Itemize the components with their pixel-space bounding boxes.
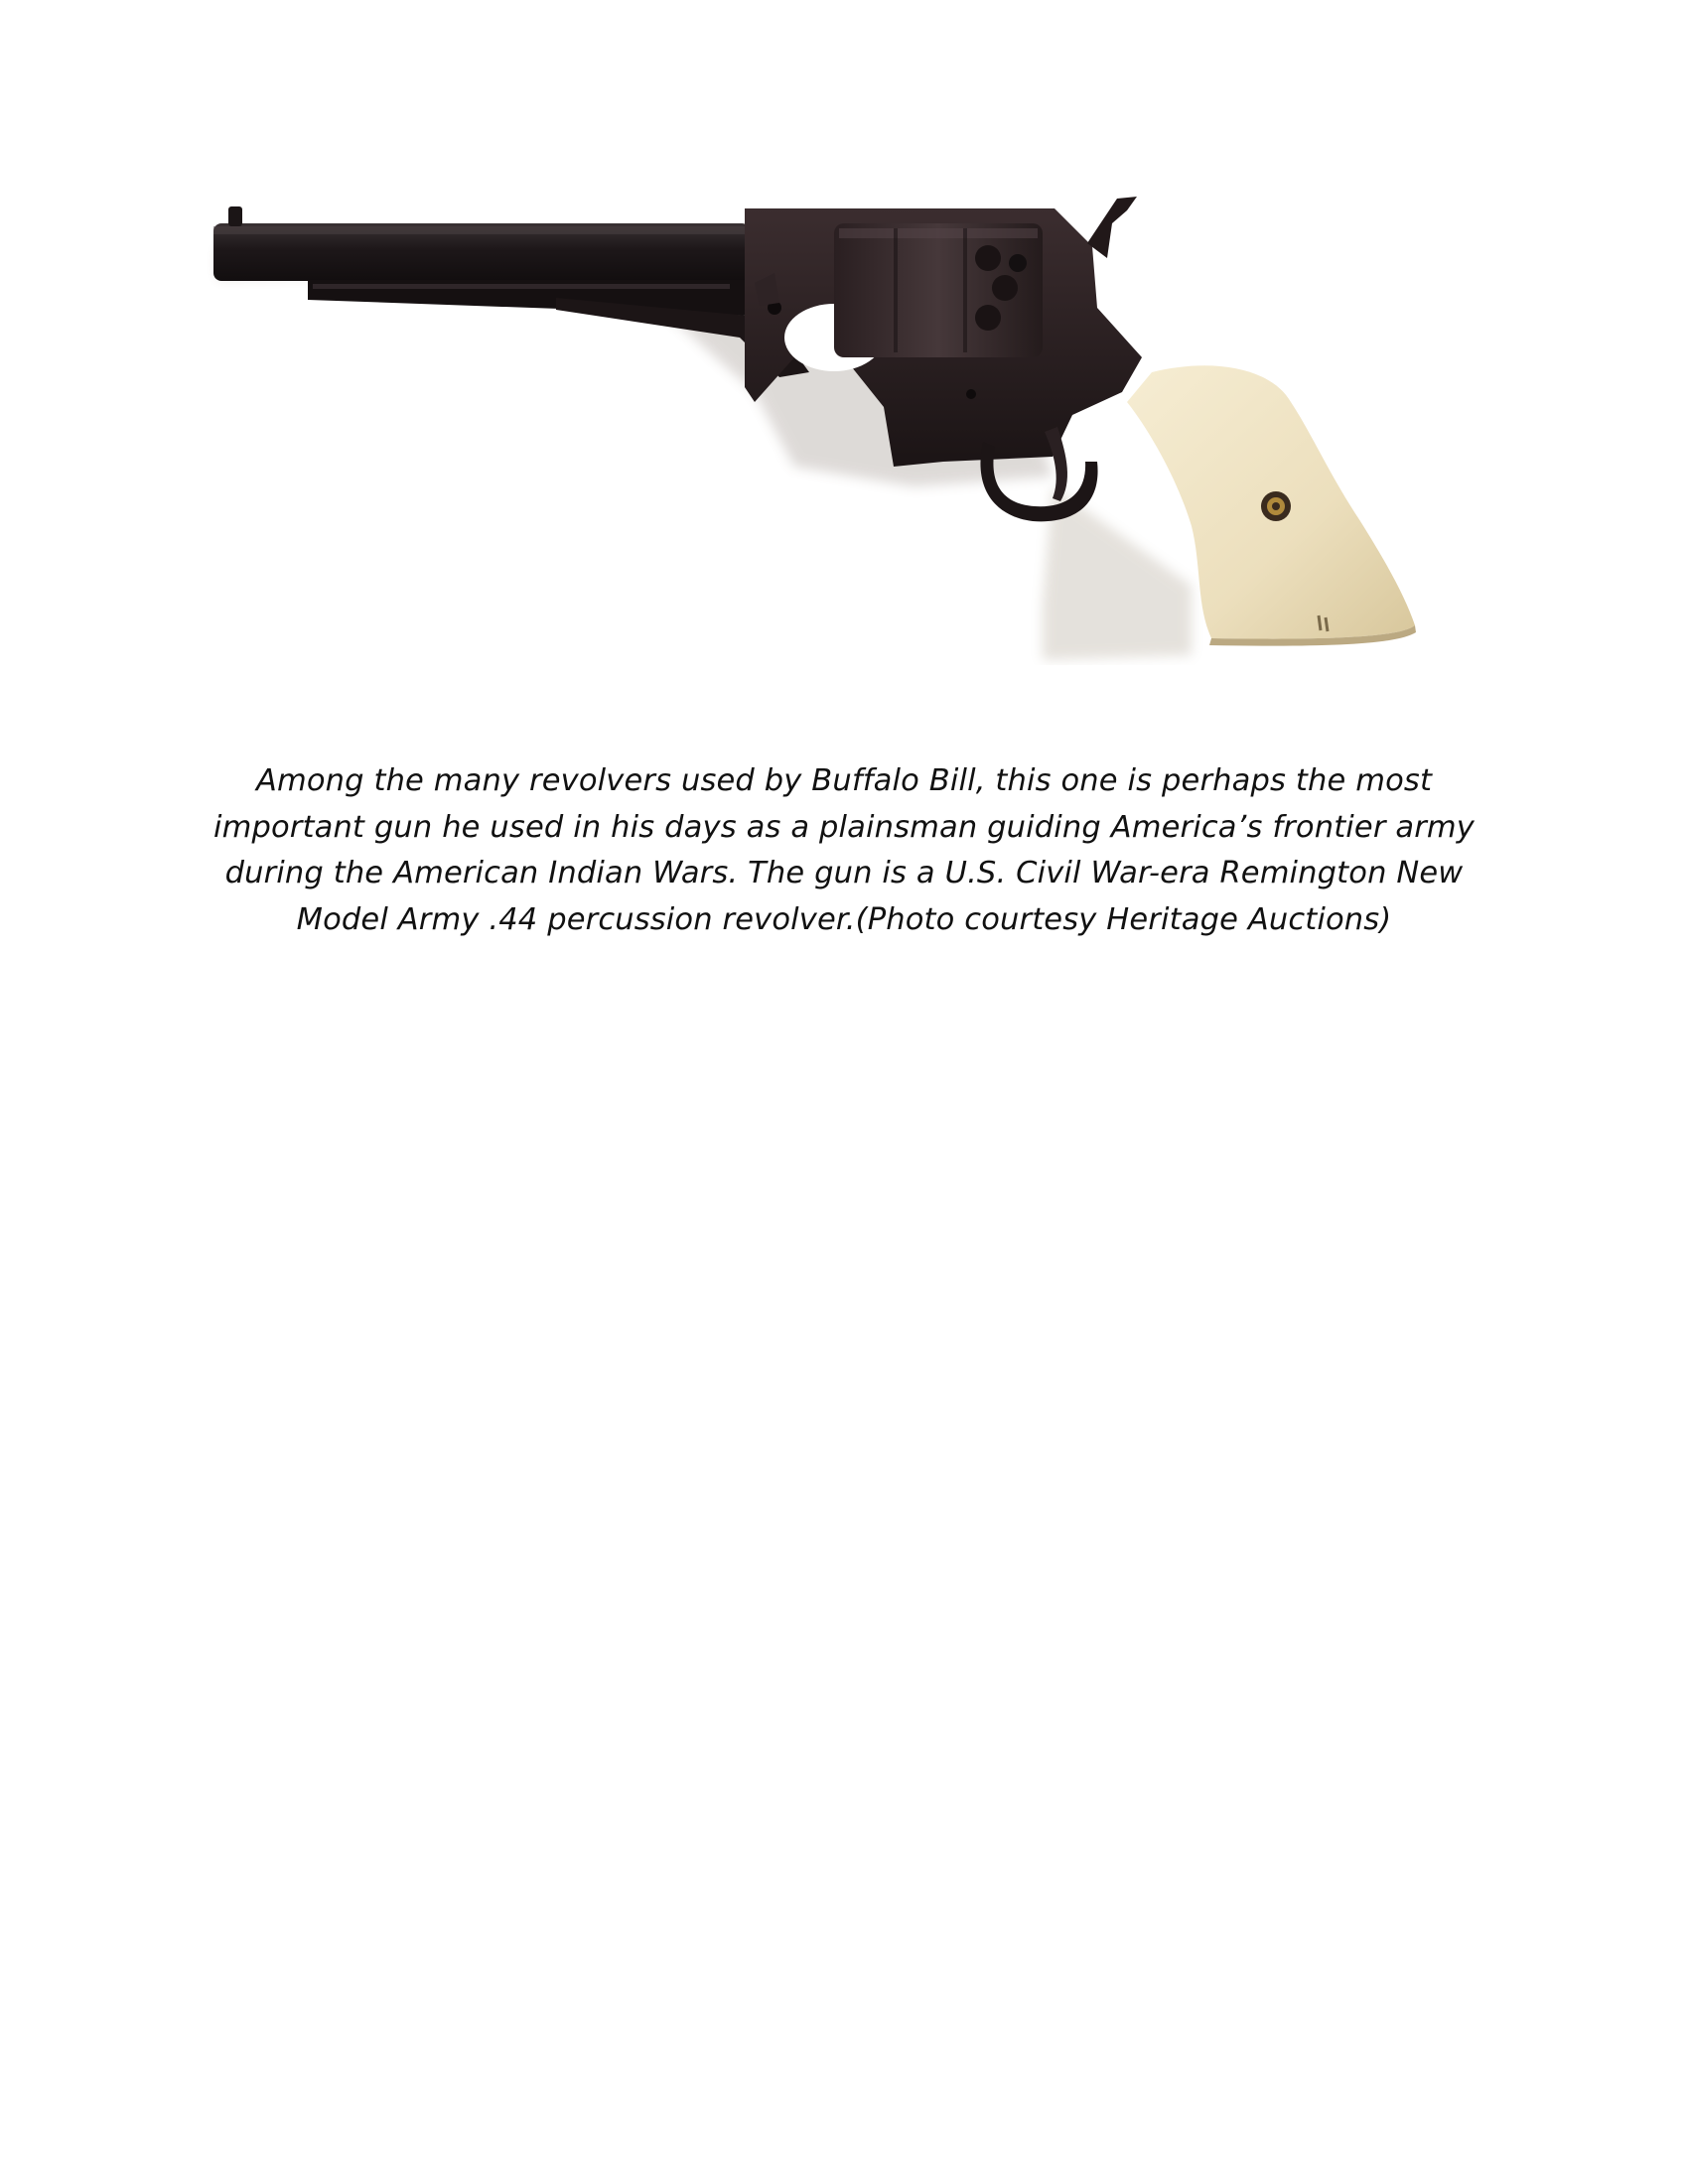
barrel [213,206,750,281]
revolver-photo [199,189,1420,665]
hammer [1087,197,1137,258]
revolver-illustration [199,189,1420,665]
cylinder [834,223,1043,357]
photo-caption: Among the many revolvers used by Buffalo Bill, this one is perhaps the most important gun he used in his days as a plainsman guiding America’s frontier army during the American Indian Wars. The gun is a U.S. Civil War-era Remington New Model Army .44 percussion revolver.(Photo courtesy Heritage Auctions) [213,763,1475,937]
